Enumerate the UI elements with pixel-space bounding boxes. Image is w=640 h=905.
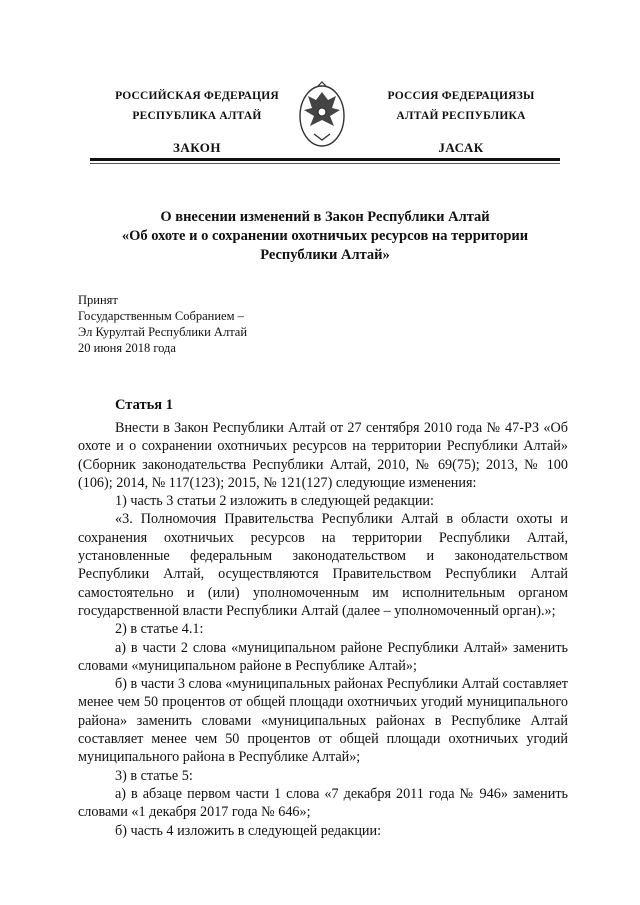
header-right-block [346,86,576,158]
law-title-line: «Об охоте и о сохранении охотничьих ресурсов на территории [121,228,529,244]
header-divider-thin [90,163,560,164]
header-right-law-label: JАСАК [438,140,484,155]
header-right-country: РОССИЯ ФЕДЕРАЦИЯЗЫ [387,90,535,102]
article-paragraph: а) в абзаце первом части 1 слова «7 декабря 2011 года № 946» заменить словами «1 декабря 2017 года № 646»; [78,785,568,821]
header-right-republic: АЛТАЙ РЕСПУБЛИКА [396,110,526,122]
article-paragraph: б) в части 3 слова «муниципальных районах Республики Алтай составляет менее чем 50 процентов от общей площади охотничьих угодий муниципального района» заменить словами «муниципальных районах в Республике Алтай составляет менее чем 50 процентов от общей площади охотничьих угодий муниципального района в Республике Алтай»; [78,676,568,766]
article-paragraph: 3) в статье 5: [115,767,193,784]
adoption-date: 20 июня 2018 года [78,341,176,355]
adoption-line: Принят [78,293,118,307]
law-title-line: Республики Алтай» [260,247,390,263]
header-divider-thick [90,158,560,161]
adoption-note [78,292,338,356]
header-left-block [82,86,312,158]
article-body [78,419,568,840]
article-paragraph: «3. Полномочия Правительства Республики Алтай в области охоты и сохранения охотничьих ресурсов на территории Республики Алтай, установленные федеральным законодательством и законодательством Республики Алтай, осуществляются Правительством Республики Алтай самостоятельно и (или) уполномоченным им исполнительным органом государственной власти Республики Алтай (далее – уполномоченный орган).»; [78,511,568,619]
header-left-country: РОССИЙСКАЯ ФЕДЕРАЦИЯ [115,90,279,102]
adoption-line: Государственным Собранием – [78,309,244,323]
article-paragraph: б) часть 4 изложить в следующей редакции: [115,822,382,839]
article-heading: Статья 1 [115,397,173,413]
article-paragraph: а) в части 2 слова «муниципальном районе Республики Алтай» заменить словами «муниципальном районе в Республике Алтай»; [78,639,568,674]
law-title-line: О внесении изменений в Закон Республики Алтай [160,209,490,225]
coat-of-arms-emblem-icon [296,78,348,150]
header-left-republic: РЕСПУБЛИКА АЛТАЙ [132,110,262,122]
header-left-law-label: ЗАКОН [172,140,222,155]
article-paragraph: 1) часть 3 статьи 2 изложить в следующей редакции: [115,493,434,510]
adoption-line: Эл Курултай Республики Алтай [78,325,248,339]
law-title [80,208,570,265]
article-paragraph: Внести в Закон Республики Алтай от 27 сентября 2010 года № 47-РЗ «Об охоте и о сохранении охотничьих ресурсов на территории Республики Алтай» (Сборник законодательства Республики Алтай, 2010, № 69(75); 2013, № 100 (106); 2014, № 117(123); 2015, № 121(127) следующие изменения: [78,420,568,491]
article-paragraph: 2) в статье 4.1: [115,621,204,638]
